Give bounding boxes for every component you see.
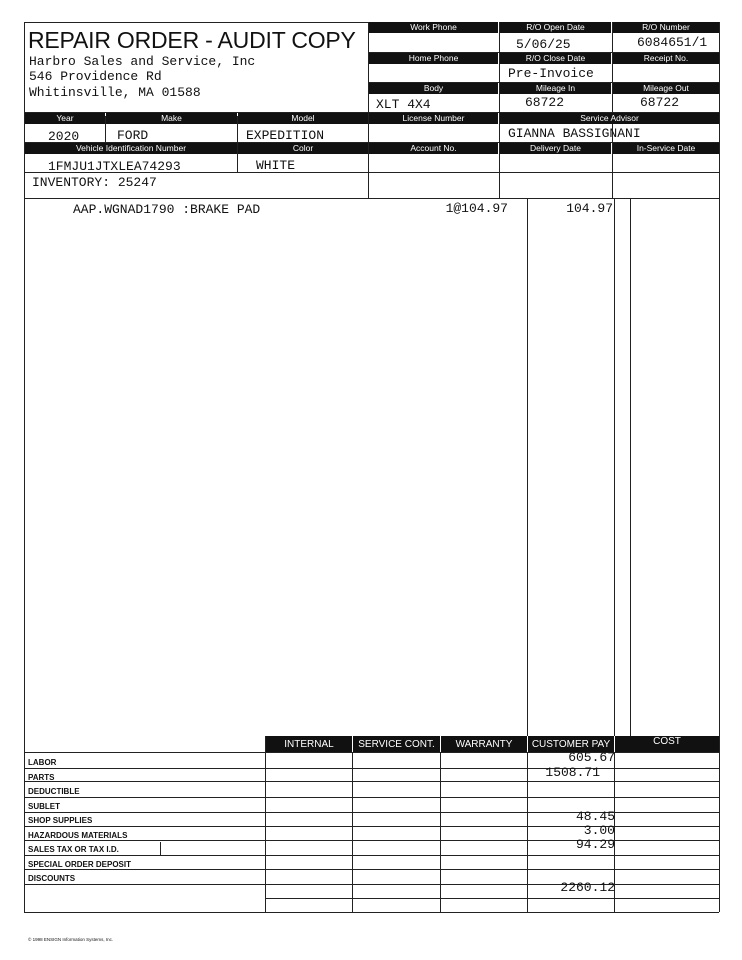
label-color: Color [238,143,368,154]
model-value: EXPEDITION [246,128,325,143]
grand-total-customer-pay: 2260.12 [560,880,615,895]
frame-top-left [24,22,368,23]
footer-copyright: © 1998 ENSIGN Information Systems, Inc. [28,937,114,942]
frame-right [719,22,720,912]
ro-open-date-value: 5/06/25 [516,37,571,52]
line-item-description: AAP.WGNAD1790 :BRAKE PAD [73,202,261,217]
row-label-sublet: SUBLET [28,802,60,811]
mileage-in-value: 68722 [525,95,565,110]
line-totals-r10 [265,898,719,899]
label-mileage-in: Mileage In [500,83,611,94]
row-label-special-order-deposit: SPECIAL ORDER DEPOSIT [28,860,131,869]
mileage-out-value: 68722 [640,95,680,110]
column-internal: INTERNAL [266,736,352,752]
row-label-labor: LABOR [28,758,57,767]
divider-body-amount [527,198,528,736]
parts-customer-pay: 1508.71 [545,765,600,780]
label-year: Year [25,113,105,124]
body-value: XLT 4X4 [376,97,431,112]
label-body: Body [369,83,498,94]
label-vin: Vehicle Identification Number [25,143,237,154]
label-ro-open-date: R/O Open Date [500,22,611,33]
column-warranty: WARRANTY [441,736,527,752]
year-value: 2020 [48,129,80,144]
label-in-service-date: In-Service Date [613,143,719,154]
line-totals-r3 [24,797,719,798]
ro-number-value: 6084651/1 [637,35,708,50]
label-license-number: License Number [369,113,498,124]
label-receipt-no: Receipt No. [613,53,719,64]
label-make: Make [106,113,237,124]
dealer-street: 546 Providence Rd [29,69,162,84]
service-advisor-value: GIANNA BASSIGNANI [508,126,641,141]
column-cost: COST [615,736,719,752]
row-label-sales-tax: SALES TAX OR TAX I.D. [28,845,119,854]
line-item-amount: 104.97 [566,201,613,216]
dealer-city: Whitinsville, MA 01588 [29,85,201,100]
frame-left [24,22,25,912]
line-totals-r2 [24,781,719,782]
line-totals-r8 [24,869,719,870]
label-model: Model [238,113,368,124]
dealer-name: Harbro Sales and Service, Inc [29,54,256,69]
label-ro-number: R/O Number [613,22,719,33]
label-account-no: Account No. [369,143,498,154]
label-home-phone: Home Phone [369,53,498,64]
row-label-deductible: DEDUCTIBLE [28,787,80,796]
divider-totals-labels [265,736,266,912]
line-totals-r7 [24,855,719,856]
page-title: REPAIR ORDER - AUDIT COPY [28,27,356,53]
row-label-discounts: DISCOUNTS [28,874,76,883]
row-label-shop-supplies: SHOP SUPPLIES [28,816,93,825]
label-work-phone: Work Phone [369,22,498,33]
row-label-hazardous-materials: HAZARDOUS MATERIALS [28,831,128,840]
line-item-qty-price: 1@104.97 [445,201,508,216]
label-mileage-out: Mileage Out [613,83,719,94]
sales-tax-customer-pay: 94.29 [575,837,615,852]
column-service-cont: SERVICE CONT. [353,736,440,752]
label-ro-close-date: R/O Close Date [500,53,611,64]
shop-supplies-customer-pay: 48.45 [575,809,615,824]
divider-body-b [630,198,631,736]
color-value: WHITE [256,158,296,173]
column-customer-pay: CUSTOMER PAY [528,736,614,752]
divider-tax-id [160,842,161,856]
inventory-value: INVENTORY: 25247 [32,175,157,190]
hazardous-materials-customer-pay: 3.00 [583,823,615,838]
divider-body-a [614,198,615,736]
vin-value: 1FMJU1JTXLEA74293 [48,159,181,174]
divider-totals-2 [440,752,441,912]
label-service-advisor: Service Advisor [500,113,719,124]
divider-totals-1 [352,752,353,912]
ro-close-date-value: Pre-Invoice [508,66,594,81]
line-totals-r1 [24,768,719,769]
row-label-parts: PARTS [28,773,55,782]
divider-totals-3 [527,752,528,912]
label-delivery-date: Delivery Date [500,143,611,154]
make-value: FORD [117,128,149,143]
line-totals-bottom [24,912,719,913]
labor-customer-pay: 605.67 [568,750,615,765]
